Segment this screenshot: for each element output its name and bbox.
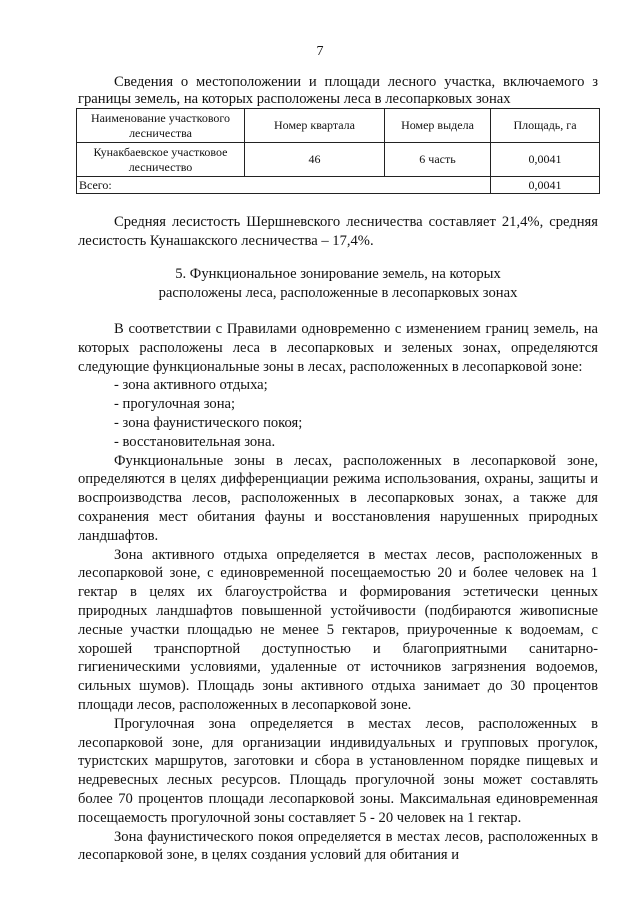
table-cell: 0,0041	[491, 143, 600, 177]
main-text	[78, 320, 598, 865]
paragraph-fauna-rest-zone: Зона фаунистического покоя определяется в местах лесов, расположенных в лесопарковой зоне, в целях создания условий для обитания и	[78, 828, 598, 864]
table-total-row	[77, 177, 600, 194]
list-item: - зона фаунистического покоя;	[114, 414, 303, 431]
table-caption	[78, 74, 598, 108]
table-header-cell: Номер выдела	[385, 109, 491, 143]
table-header-cell: Номер квартала	[245, 109, 385, 143]
page-number: 7	[316, 44, 324, 59]
paragraph-functional-zones: Функциональные зоны в лесах, расположенных в лесопарковой зоне, определяются в целях дифференциации режима использования, охраны, защиты и воспроизводства лесов, расположенных в лесопарковых зонах, а также для сохранения мест обитания фауны и восстановления нарушенных природных ландшафтов.	[78, 452, 598, 544]
table-total-label: Всего:	[77, 177, 491, 194]
table-header-row	[77, 109, 600, 143]
list-item: - восстановительная зона.	[114, 433, 276, 450]
intro-paragraph: В соответствии с Правилами одновременно с изменением границ земель, на которых расположены леса в лесопарковых и зеленых зонах, определяются следующие функциональные зоны в лесах, расположенных в лесопарковой зоне:	[78, 321, 598, 375]
table-header-cell: Площадь, га	[491, 109, 600, 143]
zones-list	[78, 376, 598, 451]
table-cell: 46	[245, 143, 385, 177]
table-caption-line-2: границы земель, на которых расположены леса в лесопарковых зонах	[78, 91, 511, 107]
table-total-value: 0,0041	[491, 177, 600, 194]
list-item: - прогулочная зона;	[114, 396, 236, 413]
table-cell: Кунакбаевское участковое лесничество	[77, 143, 245, 177]
table-header-cell: Наименование участкового лесничества	[77, 109, 245, 143]
paragraph-active-rest-zone: Зона активного отдыха определяется в местах лесов, расположенных в лесопарковой зоне, с единовременной посещаемостью 20 и более человек на 1 гектар в целях их благоустройства и формирования эстетически ценных природных ландшафтов повышенной устойчивости (подбираются живописные лесные участки площадью не менее 5 гектаров, приуроченные к водоемам, с хорошей транспортной доступностью и благоприятными санитарно-гигиеническими условиями, удаленные от источников загрязнения водоемов, сильных шумов). Площадь зоны активного отдыха занимает до 30 процентов площади лесов, расположенных в лесопарковой зоне.	[78, 546, 598, 713]
list-item: - зона активного отдыха;	[114, 377, 268, 394]
paragraph-walking-zone: Прогулочная зона определяется в местах лесов, расположенных в лесопарковой зоне, для организации индивидуальных и групповых прогулок, туристских маршрутов, заготовки и сбора в установленном порядке пищевых и недревесных лесных ресурсов. Площадь прогулочной зоны может составлять более 70 процентов площади лесопарковой зоны. Максимальная единовременная посещаемость прогулочной зоны составляет 5 - 20 человек на 1 гектар.	[78, 715, 598, 826]
section-heading-line-2: расположены леса, расположенные в лесопарковых зонах	[158, 285, 518, 301]
section-heading	[78, 265, 598, 303]
section-heading-line-1: 5. Функциональное зонирование земель, на которых	[175, 266, 501, 282]
table-caption-line-1: Сведения о местоположении и площади лесного участка, включаемого з	[114, 74, 598, 90]
forest-cover-block	[78, 213, 598, 251]
table-row	[77, 143, 600, 177]
forest-plot-table	[76, 108, 600, 194]
forest-cover-paragraph: Средняя лесистость Шершневского лесничества составляет 21,4%, средняя лесистость Кунашакского лесничества – 17,4%.	[78, 214, 598, 249]
table-cell: 6 часть	[385, 143, 491, 177]
